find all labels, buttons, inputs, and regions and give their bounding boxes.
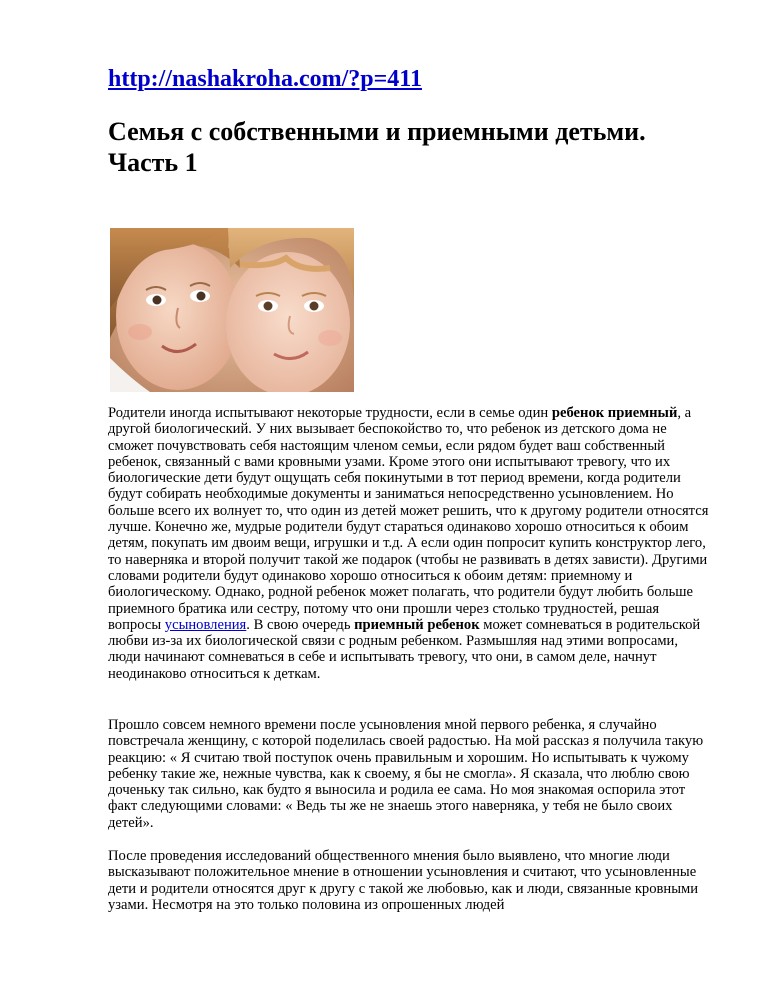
paragraph-1-text-3: . В свою очередь: [246, 616, 355, 633]
paragraph-1-text-1: Родители иногда испытывают некоторые трудности, если в семье один: [108, 405, 552, 421]
bold-term-adopted-child-2: приемный ребенок: [354, 616, 480, 633]
two-children-photo: [110, 228, 354, 392]
children-photo-illustration: [110, 228, 354, 392]
paragraph-1-text-2: , а другой биологический. У них вызывает беспокойство то, что ребенок из детского дома не сможет почувствовать себя настоящим членом семьи, если рядом будет ваш собственный ребенок, связанный с вами кровными узами. Кроме этого они испытывают тревогу, что их биологические дети будут ощущать себя покинутыми в тот период времени, когда родители будут собирать необходимые документы и заниматься непосредственно усыновлением. Но больше всего их волнует то, что один из детей может решить, что к другому родители относятся лучше. Конечно же, мудрые родители будут стараться одинаково хорошо относиться к обоим детям, покупать им двоим вещи, игрушки и т.д. А если один попросит купить конструктор лего, то наверняка и второй получит такой же подарок (чтобы не развивать в детях зависти). Другими словами родители будут одинаково хорошо относиться к обоим детям: приемному и биологическому. Однако, родной ребенок может полагать, что родители будут любить больше приемного братика или сестру, потому что они прошли через столько трудностей, решая вопросы: [108, 405, 709, 633]
adoption-link[interactable]: усыновления: [164, 616, 247, 633]
source-url-link[interactable]: http://nashakroha.com/?p=411: [108, 66, 422, 92]
paragraph-1-text-4: может сомневаться в родительской любви из-за их биологической связи с родным ребенком. Размышляя над этими вопросами, люди начинают сомневаться в себе и испытывать тревогу, что они, в самом деле, начнут неодинаково относиться к деткам.: [108, 616, 701, 682]
bold-term-adopted-child: ребенок приемный: [551, 405, 678, 421]
paragraph-1: [108, 405, 710, 682]
paragraph-3: После проведения исследований общественного мнения было выявлено, что многие люди высказывают положительное мнение в отношении усыновления и считают, что усыновленные дети и родители относятся друг к другу с такой же любовью, как и люди, связанные кровными узами. Несмотря на это только половина из опрошенных людей: [108, 848, 699, 913]
page-title: Семья с собственными и приемными детьми. Часть 1: [108, 117, 646, 177]
paragraph-2: Прошло совсем немного времени после усыновления мной первого ребенка, я случайно повстречала женщину, с которой поделилась своей радостью. На мой рассказ я получила такую реакцию: « Я считаю твой поступок очень правильным и хорошим. Но испытывать к чужому ребенку такие же, нежные чувства, как к своему, я бы не смогла». Я сказала, что люблю свою доченьку так сильно, как будто я выносила и родила ее сама. Но моя знакомая оспорила этот факт следующими словами: « Ведь ты же не знаешь этого наверняка, у тебя не было своих детей».: [108, 717, 704, 831]
